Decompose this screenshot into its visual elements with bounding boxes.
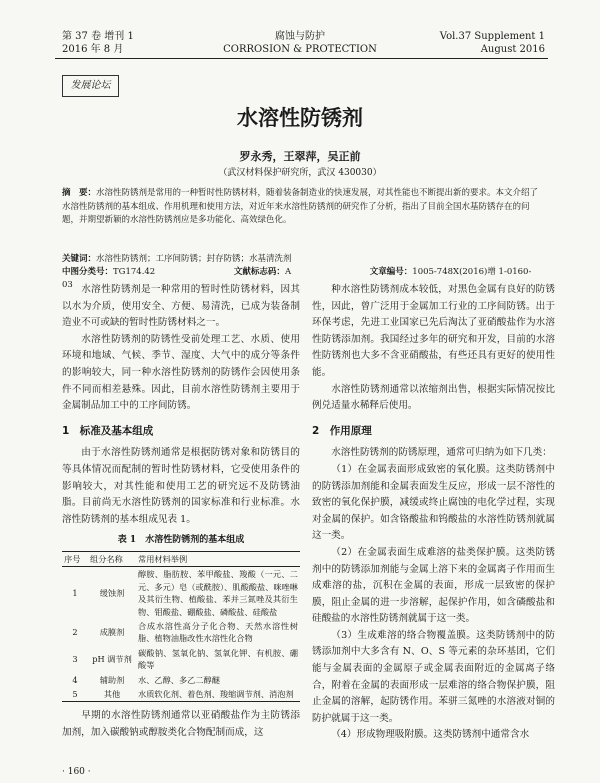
journal-cn: 腐蚀与防护 (275, 31, 325, 42)
table-row (62, 619, 300, 646)
table-row (62, 646, 300, 673)
table-cell: 4 (72, 674, 78, 685)
page-number: · 160 · (62, 767, 91, 777)
keywords-text: 水溶性防锈剂；工序间防锈；封存防锈；水基清洗剂 (96, 254, 292, 264)
table-cell: 水、乙醇、多乙二醇醚 (138, 674, 220, 685)
doc-code-label: 文献标志码： (233, 267, 285, 277)
authors: 罗永秀，王翠萍，吴正前 (239, 150, 361, 163)
table-cell: 3 (72, 653, 78, 664)
table-cell: 1 (72, 587, 78, 598)
paragraph: （2）在金属表面生成难溶的盐类保护膜。这类防锈剂中的防锈添加剂能与金属上溶下来的金属离子作用而生成难溶的盐，沉积在金属的表面，形成一层致密的保护膜，阻止金属的进一步溶解，起保护作用，如含磷酸盐和硅酸盐的水溶性防锈剂就属于这一类。 (312, 546, 555, 625)
paragraph: 水溶性防锈剂的防锈原理，通常可归纳为如下几类： (331, 447, 552, 459)
running-header (0, 0, 600, 58)
table-row (62, 687, 300, 702)
date-en: August 2016 (480, 44, 545, 55)
affiliation: （武汉材料保护研究所，武汉 430030） (218, 168, 382, 178)
journal-en: CORROSION & PROTECTION (223, 44, 377, 55)
classification-value: TG174.42 (113, 267, 156, 277)
section-tag: 发展论坛 (62, 75, 119, 97)
section-heading-1: 1 标准及基本组成 (62, 424, 154, 437)
date-cn: 2016 年 8 月 (62, 44, 124, 55)
classification (62, 267, 193, 277)
paragraph: 早期的水溶性防锈剂通常以亚硝酸盐作为主防锈添加剂，加入碳酸钠或醇胺类化合物配制而成，这 (62, 710, 300, 738)
paragraph: 水溶性防锈剂的防锈性受前处理工艺、水质、使用环境和地域、气候、季节、湿度、大气中的成分等条件的影响较大，同一种水溶性防锈剂的防锈作会因使用条件不同而相差悬殊。因此，目前水溶性防锈剂主要用于金属制品加工中的工序间防锈。 (62, 333, 300, 412)
abstract-text: 水溶性防锈剂是常用的一种暂时性防锈材料，随着装备制造业的快速发展，对其性能也不断提出新的要求。本文介绍了水溶性防锈剂的基本组成、作用机理和使用方法，对近年来水溶性防锈剂的研究作了分析，指出了目前全国水基防锈存在的问题，并期望新颖的水溶性防锈剂应是多功能化、高效绿色化。 (62, 188, 539, 225)
composition-table (62, 551, 300, 702)
doc-code-value: A (284, 267, 292, 277)
table-cell: 碳酸钠、氢氧化钠、氢氧化钾、有机胺、硼酸等 (138, 647, 298, 671)
paragraph: 种水溶性防锈剂成本较低，对黑色金属有良好的防锈性，因此，曾广泛用于金属加工行业的工序间防锈。出于环保考虑，先进工业国家已先后淘汰了亚硝酸盐作为水溶性防锈添加剂。我国经过多年的研究和开发，目前的水溶性防锈剂也大多不含亚硝酸盐，有些还具有更好的使用性能。 (312, 284, 555, 378)
paragraph: （1）在金属表面形成致密的氧化膜。这类防锈剂中的防锈添加剂能和金属表面发生反应，形成一层不溶性的致密的氧化保护膜，减缓或终止腐蚀的电化学过程，实现对金属的保护。如含铬酸盐和钨酸盐的水溶性防锈剂就属这一类。 (312, 463, 555, 542)
table-cell: 缓蚀剂 (99, 587, 125, 598)
paragraph: 水溶性防锈剂是一种常用的暂时性防锈材料，因其以水为介质，使用安全、方便、易清洗，已成为装备制造业不可或缺的暂时性防锈材料之一。 (62, 284, 300, 329)
keywords (62, 253, 540, 266)
paragraph: 由于水溶性防锈剂通常是根据防锈对象和防锈目的等具体情况而配制的暂时性防锈材料，它受使用条件的影响较大，对其性能和使用工艺的研究远不及防锈油脂。目前尚无水溶性防锈剂的国家标准和行业标准。水溶性防锈剂的基本组成见表 1。 (62, 447, 300, 525)
classification-label: 中图分类号： (62, 267, 114, 277)
paragraph: （4）形成物理吸附膜。这类防锈剂中通常含水 (331, 729, 530, 741)
header-rule (55, 58, 548, 59)
doc-code (234, 267, 329, 277)
table-row (62, 567, 300, 619)
table-cell: 辅助剂 (99, 674, 125, 685)
table-caption: 表 1 水溶性防锈剂的基本组成 (117, 535, 245, 546)
table-row (62, 673, 300, 687)
header-right (440, 30, 545, 56)
table-cell: 成膜剂 (99, 627, 125, 638)
volume-cn: 第 37 卷 增刊 1 (62, 31, 134, 42)
table-cell: 2 (72, 627, 78, 638)
section-heading-2: 2 作用原理 (312, 424, 372, 437)
table-cell: 合成水溶性高分子化合物、天然水溶性树脂、植物油脂改性水溶性化合物 (138, 620, 298, 644)
table-header: 序号 (62, 551, 88, 566)
abstract-label: 摘 要： (62, 188, 97, 198)
table-cell: 5 (62, 687, 88, 702)
table-header: 常用材料举例 (136, 551, 300, 566)
abstract (62, 187, 540, 228)
table-cell: 其他 (88, 687, 136, 702)
paragraph: 水溶性防锈剂通常以浓缩剂出售，根据实际情况按比例兑适量水稀释后使用。 (312, 383, 555, 412)
article-id-label: 文章编号： (369, 267, 413, 277)
paragraph: （3）生成难溶的络合物覆盖膜。这类防锈剂中的防锈添加剂中大多含有 N、O、S 等元素的杂环基团，它们能与金属表面的金属原子或金属表面附近的金属离子络合，附着在金属的表面形成一层难溶的络合物保护膜，阻止金属的溶解，起防锈作用。苯骈三氮唑的水溶液对铜的防护就属于这一类。 (312, 629, 555, 724)
right-column (312, 282, 555, 744)
article-id-value: 1005-748X(2016)增 1-0160-03 (62, 267, 532, 290)
table-cell: pH 调节剂 (92, 653, 132, 664)
left-column (62, 282, 300, 742)
volume-en: Vol.37 Supplement 1 (439, 31, 545, 42)
keywords-label: 关键词： (62, 254, 97, 264)
article-title: 水溶性防锈剂 (237, 106, 363, 130)
table-header: 组分名称 (88, 551, 136, 566)
table-cell: 水质软化剂、着色剂、羧缩调节剂、消泡剂 (136, 687, 300, 702)
table-cell: 醇胺、脂肪胺、苯甲酸盐、羧酸（一元、二元、多元）皂（或酰胺）、肌酸酸盐、咪唑啉及其衍生物、植酸盐、苯并三氮唑及其衍生物、钼酸盐、硼酸盐、磷酸盐、硅酸盐 (138, 569, 298, 617)
